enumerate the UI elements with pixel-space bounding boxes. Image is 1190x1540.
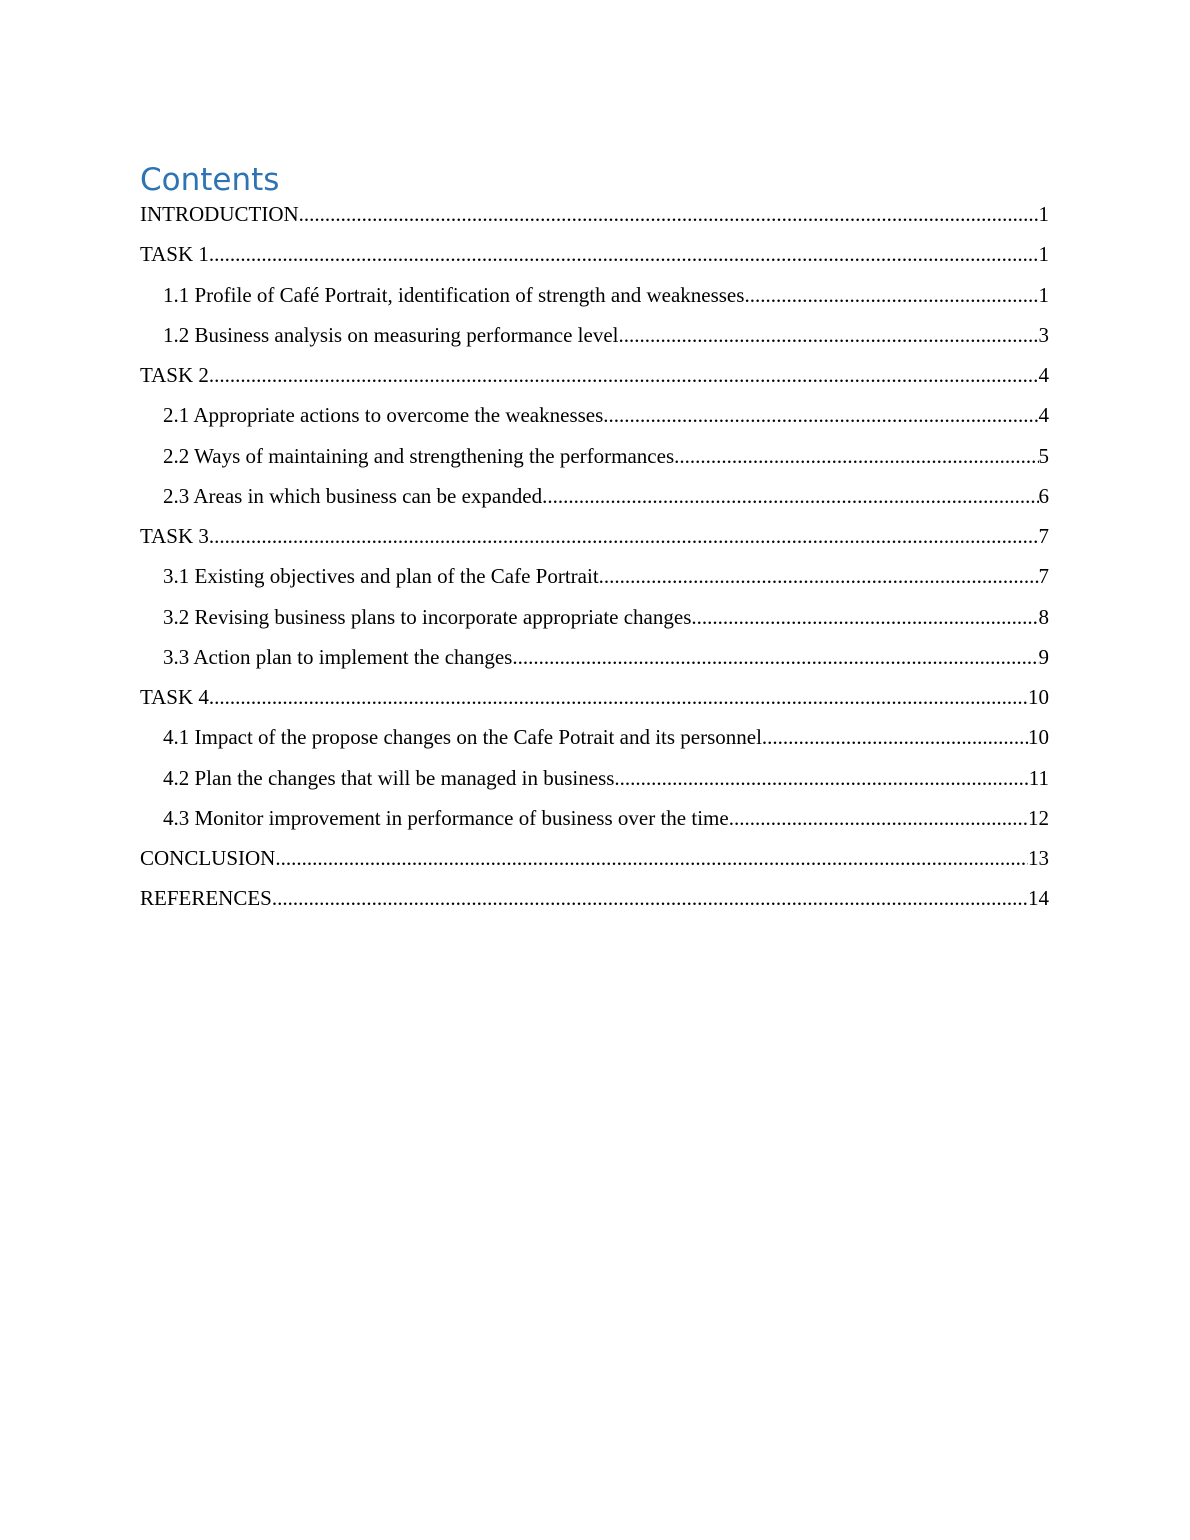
toc-page-number: 1: [1038, 242, 1049, 267]
toc-entry-label: 3.1 Existing objectives and plan of the Cafe Portrait: [163, 564, 599, 589]
toc-entry-section[interactable]: [140, 242, 1049, 282]
toc-entry-section[interactable]: [140, 363, 1049, 403]
toc-dot-leader: [674, 444, 1038, 469]
toc-dot-leader: [512, 645, 1038, 670]
toc-dot-leader: [209, 524, 1039, 549]
toc-entry-subsection[interactable]: [140, 645, 1049, 685]
toc-dot-leader: [599, 564, 1039, 589]
toc-page-number: 1: [1038, 282, 1049, 307]
toc-dot-leader: [209, 242, 1039, 267]
toc-entry-label: REFERENCES: [140, 886, 272, 911]
toc-dot-leader: [744, 283, 1038, 308]
toc-entry-subsection[interactable]: [140, 403, 1049, 443]
toc-dot-leader: [618, 323, 1038, 348]
toc-dot-leader: [614, 766, 1028, 791]
toc-entry-label: 4.2 Plan the changes that will be managed in business: [163, 765, 615, 790]
toc-entry-subsection[interactable]: [140, 564, 1049, 604]
toc-dot-leader: [691, 605, 1038, 630]
toc-entry-label: TASK 4: [140, 685, 209, 709]
toc-entry-subsection[interactable]: [140, 444, 1049, 484]
toc-dot-leader: [299, 202, 1039, 227]
toc-entry-subsection[interactable]: [140, 323, 1049, 363]
toc-entry-label: 1.1 Profile of Café Portrait, identification of strength and weaknesses: [163, 282, 745, 307]
toc-page-number: 12: [1028, 805, 1049, 830]
toc-page-number: 13: [1028, 846, 1049, 870]
toc-page-number: 7: [1038, 524, 1049, 548]
toc-entry-label: TASK 2: [140, 363, 209, 387]
toc-entry-subsection[interactable]: [140, 484, 1049, 524]
toc-entry-section[interactable]: [140, 524, 1049, 564]
toc-entry-label: TASK 1: [140, 242, 209, 267]
toc-entry-section[interactable]: [140, 685, 1049, 725]
toc-page-number: 5: [1038, 443, 1049, 468]
toc-entry-label: 3.2 Revising business plans to incorporate appropriate changes: [163, 604, 692, 629]
toc-entry-label: 2.1 Appropriate actions to overcome the weaknesses: [163, 403, 604, 428]
toc-page-number: 14: [1028, 886, 1049, 911]
toc-entry-label: 2.3 Areas in which business can be expanded: [163, 483, 543, 508]
toc-dot-leader: [209, 685, 1028, 710]
toc-entry-subsection[interactable]: [140, 766, 1049, 806]
toc-entry-label: 1.2 Business analysis on measuring performance level: [163, 322, 619, 347]
toc-dot-leader: [275, 846, 1028, 871]
toc-dot-leader: [542, 484, 1038, 509]
toc-entry-subsection[interactable]: [140, 283, 1049, 323]
toc-page-number: 11: [1028, 765, 1049, 790]
toc-dot-leader: [729, 806, 1028, 831]
toc-dot-leader: [762, 725, 1028, 750]
toc-entry-section[interactable]: [140, 886, 1049, 926]
toc-entry-label: TASK 3: [140, 524, 209, 548]
toc-page-number: 8: [1038, 604, 1049, 629]
toc-page-number: 4: [1038, 363, 1049, 387]
toc-page-number: 3: [1038, 322, 1049, 347]
toc-page-number: 9: [1038, 644, 1049, 669]
toc-title: Contents: [140, 162, 280, 198]
toc-page-number: 4: [1038, 403, 1049, 428]
toc-page-number: 7: [1038, 564, 1049, 589]
toc-entry-label: 4.3 Monitor improvement in performance of business over the time: [163, 805, 729, 830]
toc-entry-label: 4.1 Impact of the propose changes on the Cafe Potrait and its personnel: [163, 725, 762, 750]
toc-entry-label: INTRODUCTION: [140, 202, 299, 226]
toc-entry-section[interactable]: [140, 202, 1049, 242]
toc-page-number: 1: [1038, 202, 1049, 226]
toc-page-number: 10: [1028, 725, 1049, 750]
table-of-contents: [140, 202, 1049, 927]
toc-entry-section[interactable]: [140, 846, 1049, 886]
toc-entry-label: 3.3 Action plan to implement the changes: [163, 644, 513, 669]
toc-page-number: 10: [1028, 685, 1049, 709]
toc-page-number: 6: [1038, 483, 1049, 508]
toc-dot-leader: [272, 886, 1028, 911]
toc-entry-subsection[interactable]: [140, 725, 1049, 765]
toc-entry-subsection[interactable]: [140, 806, 1049, 846]
toc-dot-leader: [209, 363, 1039, 388]
toc-entry-label: 2.2 Ways of maintaining and strengthening the performances: [163, 443, 675, 468]
document-page: [140, 160, 1049, 927]
toc-dot-leader: [603, 403, 1038, 428]
toc-entry-label: CONCLUSION: [140, 846, 276, 870]
toc-entry-subsection[interactable]: [140, 605, 1049, 645]
